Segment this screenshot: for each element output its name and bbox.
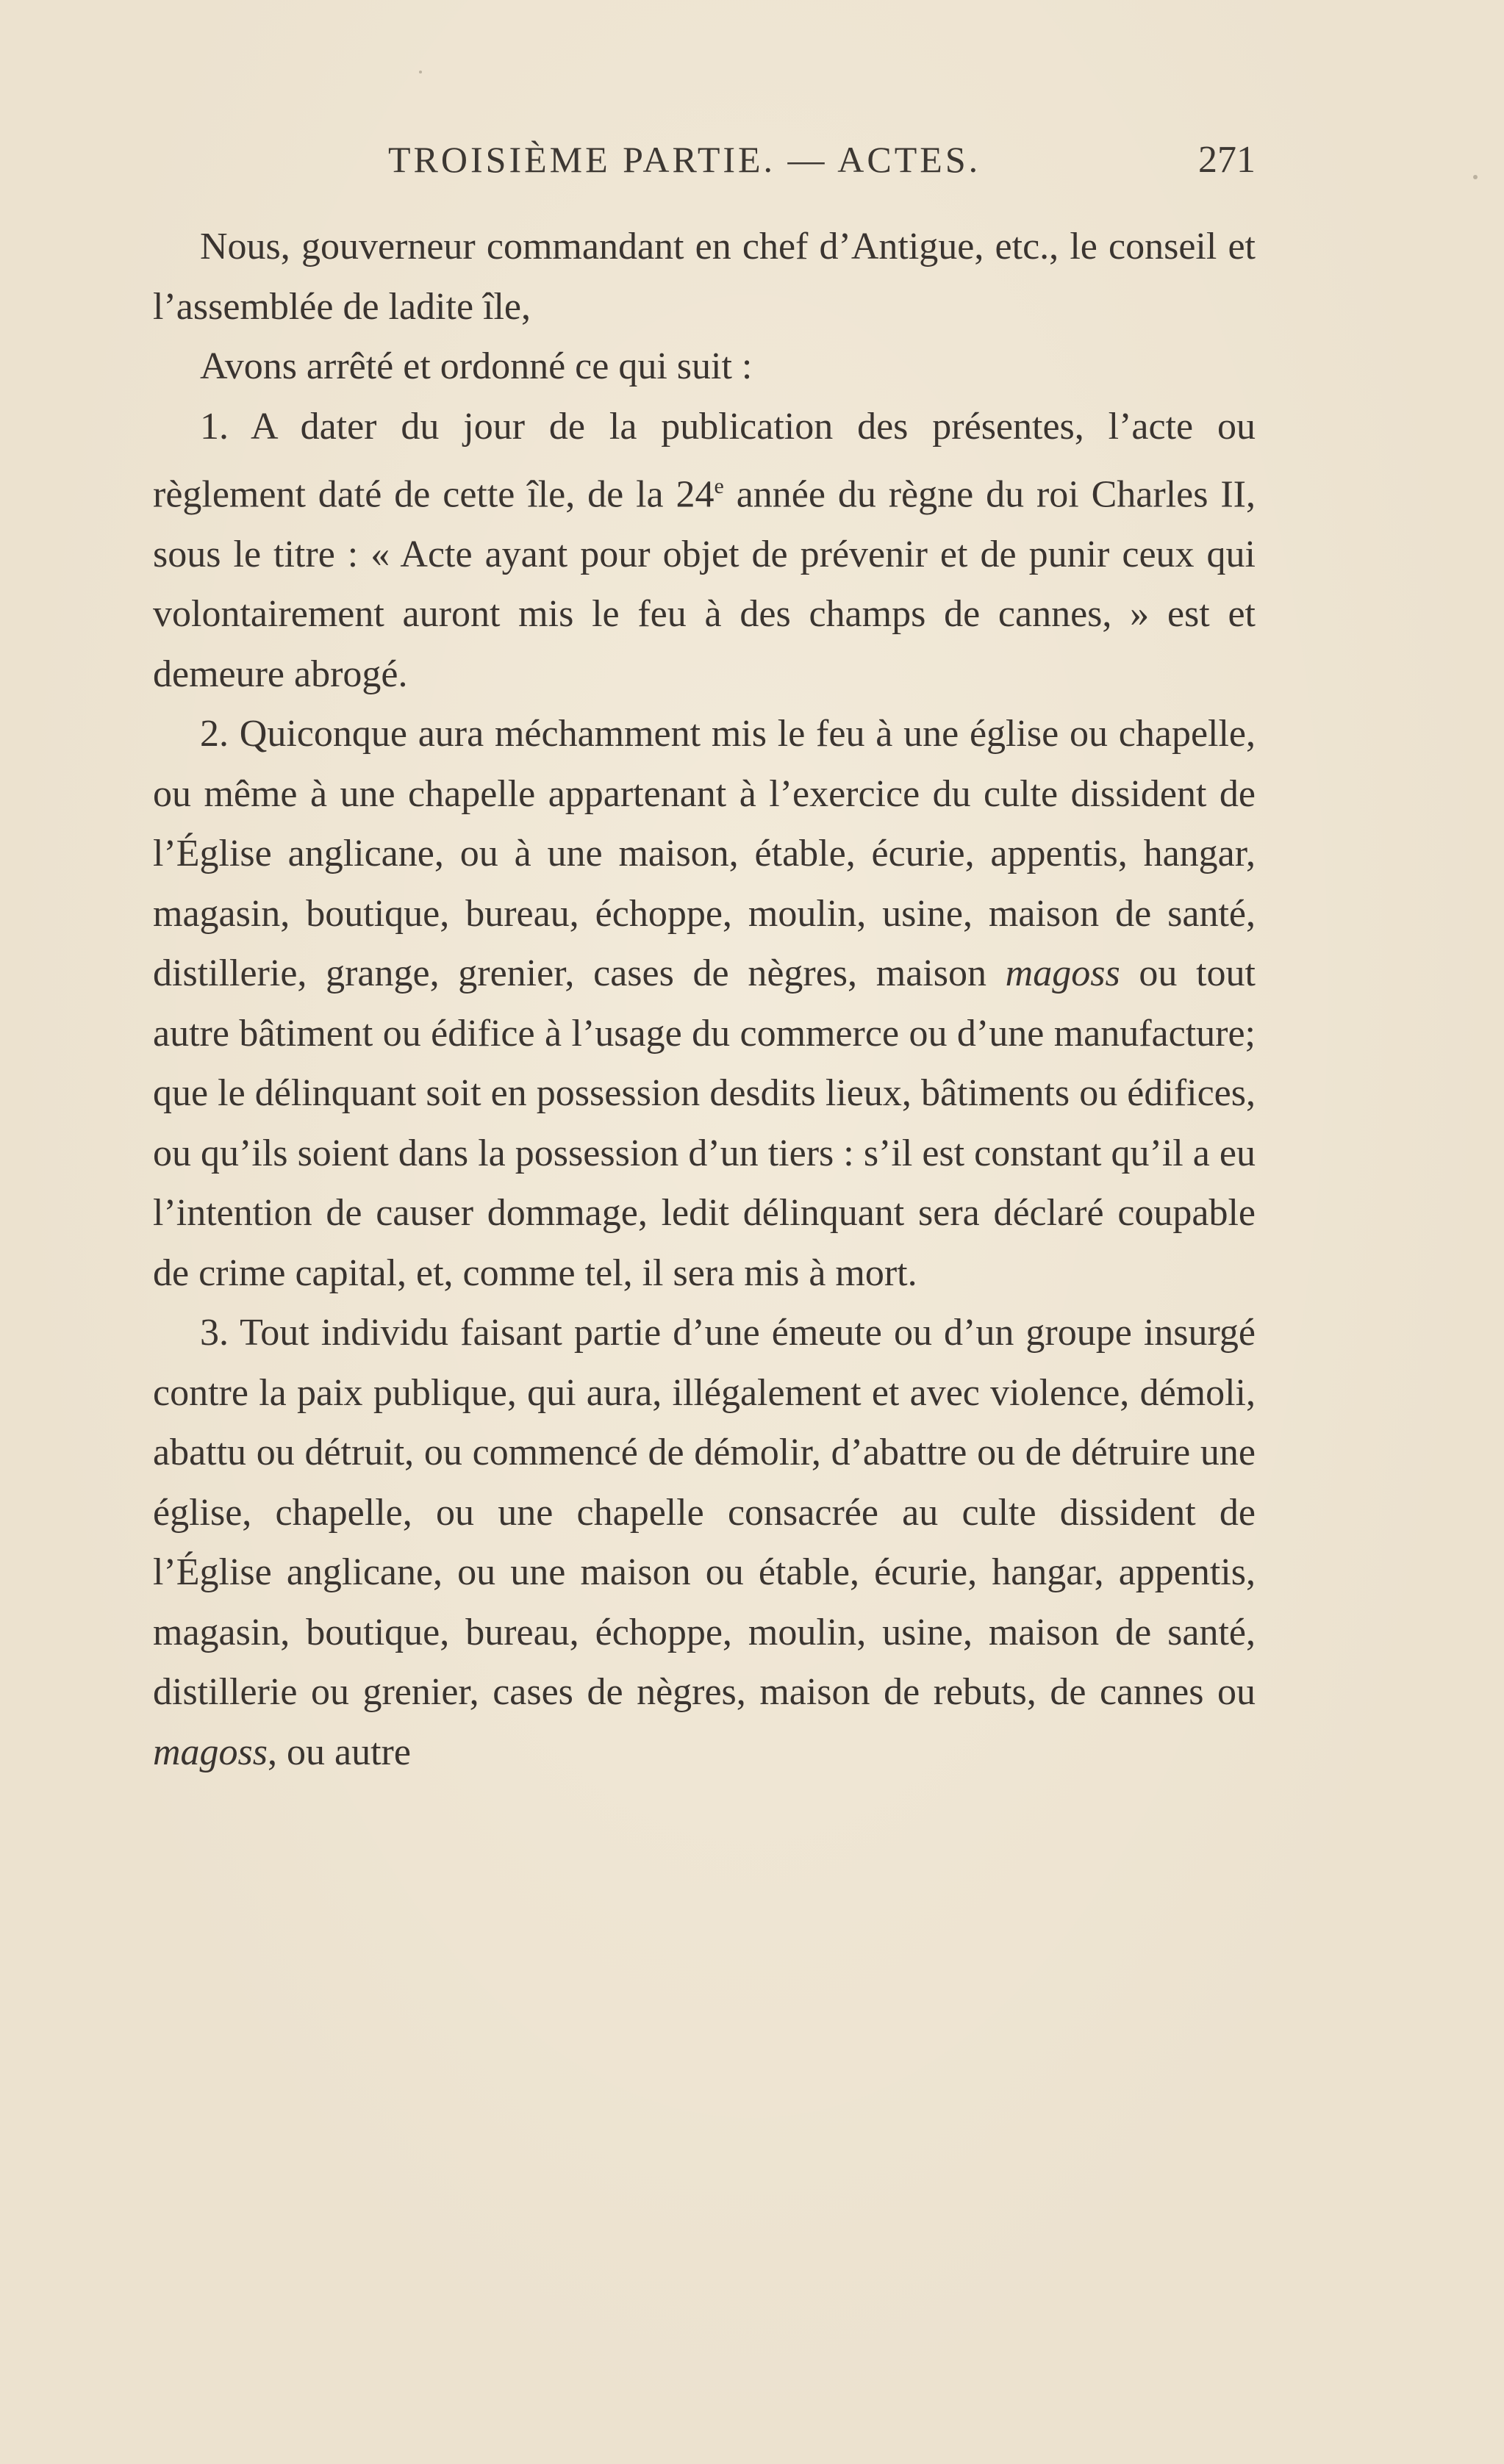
running-title: TROISIÈME PARTIE. — ACTES.: [388, 139, 981, 180]
article-1-text-b: année du règne du roi Charles II, sous le titre : « Acte ayant pour objet de prévenir et de punir ceux qui volontairement auront mis le feu à des champs de cannes, » est et demeure abrogé.: [153, 473, 1256, 695]
article-1: [153, 397, 1256, 705]
body-text: [153, 217, 1256, 1782]
paper-speck: [1473, 175, 1478, 179]
page-number: 271: [1198, 139, 1256, 181]
paper-speck: [419, 71, 422, 73]
article-1-text-a: 1. A dater du jour de la publication des présentes, l’acte ou règlement daté de cette île, de la 24: [153, 405, 1256, 516]
preamble-text: Nous, gouverneur commandant en chef d’Antigue, etc., le conseil et l’assemblée de ladite île,: [153, 226, 1256, 328]
article-1-superscript: e: [714, 474, 724, 498]
article-3-text-b: , ou autre: [268, 1731, 411, 1773]
article-2-text-b: ou tout autre bâtiment ou édifice à l’usage du commerce ou d’une manufacture; que le délinquant soit en possession desdits lieux, bâtiments ou édifices, ou qu’ils soient dans la possession d’un tiers : s’il est constant qu’il a eu l’intention de causer dommage, ledit délinquant sera déclaré coupable de crime capital, et, comme tel, il sera mis à mort.: [153, 952, 1256, 1294]
paragraph-enactment: [153, 337, 1256, 397]
article-3: [153, 1303, 1256, 1782]
article-2-text-a: 2. Quiconque aura méchamment mis le feu à une église ou chapelle, ou même à une chapelle appartenant à l’exercice du culte dissident de l’Église anglicane, ou à une maison, étable, écurie, appentis, hangar, magasin, boutique, bureau, échoppe, moulin, usine, maison de santé, distillerie, grange, grenier, cases de nègres, maison: [153, 713, 1256, 995]
article-3-italic-term: magoss: [153, 1731, 268, 1773]
article-3-text-a: 3. Tout individu faisant partie d’une émeute ou d’un groupe insurgé contre la paix publique, qui aura, illégalement et avec violence, démoli, abattu ou détruit, ou commencé de démolir, d’abattre ou de détruire une église, chapelle, ou une chapelle consacrée au culte dissident de l’Église anglicane, ou une maison ou étable, écurie, hangar, appentis, magasin, boutique, bureau, échoppe, moulin, usine, maison de santé, distillerie ou grenier, cases de nègres, maison de rebuts, de cannes ou: [153, 1312, 1256, 1714]
enactment-text: Avons arrêté et ordonné ce qui suit :: [200, 345, 753, 387]
running-header: [153, 138, 1256, 197]
paragraph-preamble: [153, 217, 1256, 337]
article-2: [153, 704, 1256, 1303]
article-2-italic-term: magoss: [1005, 952, 1120, 995]
